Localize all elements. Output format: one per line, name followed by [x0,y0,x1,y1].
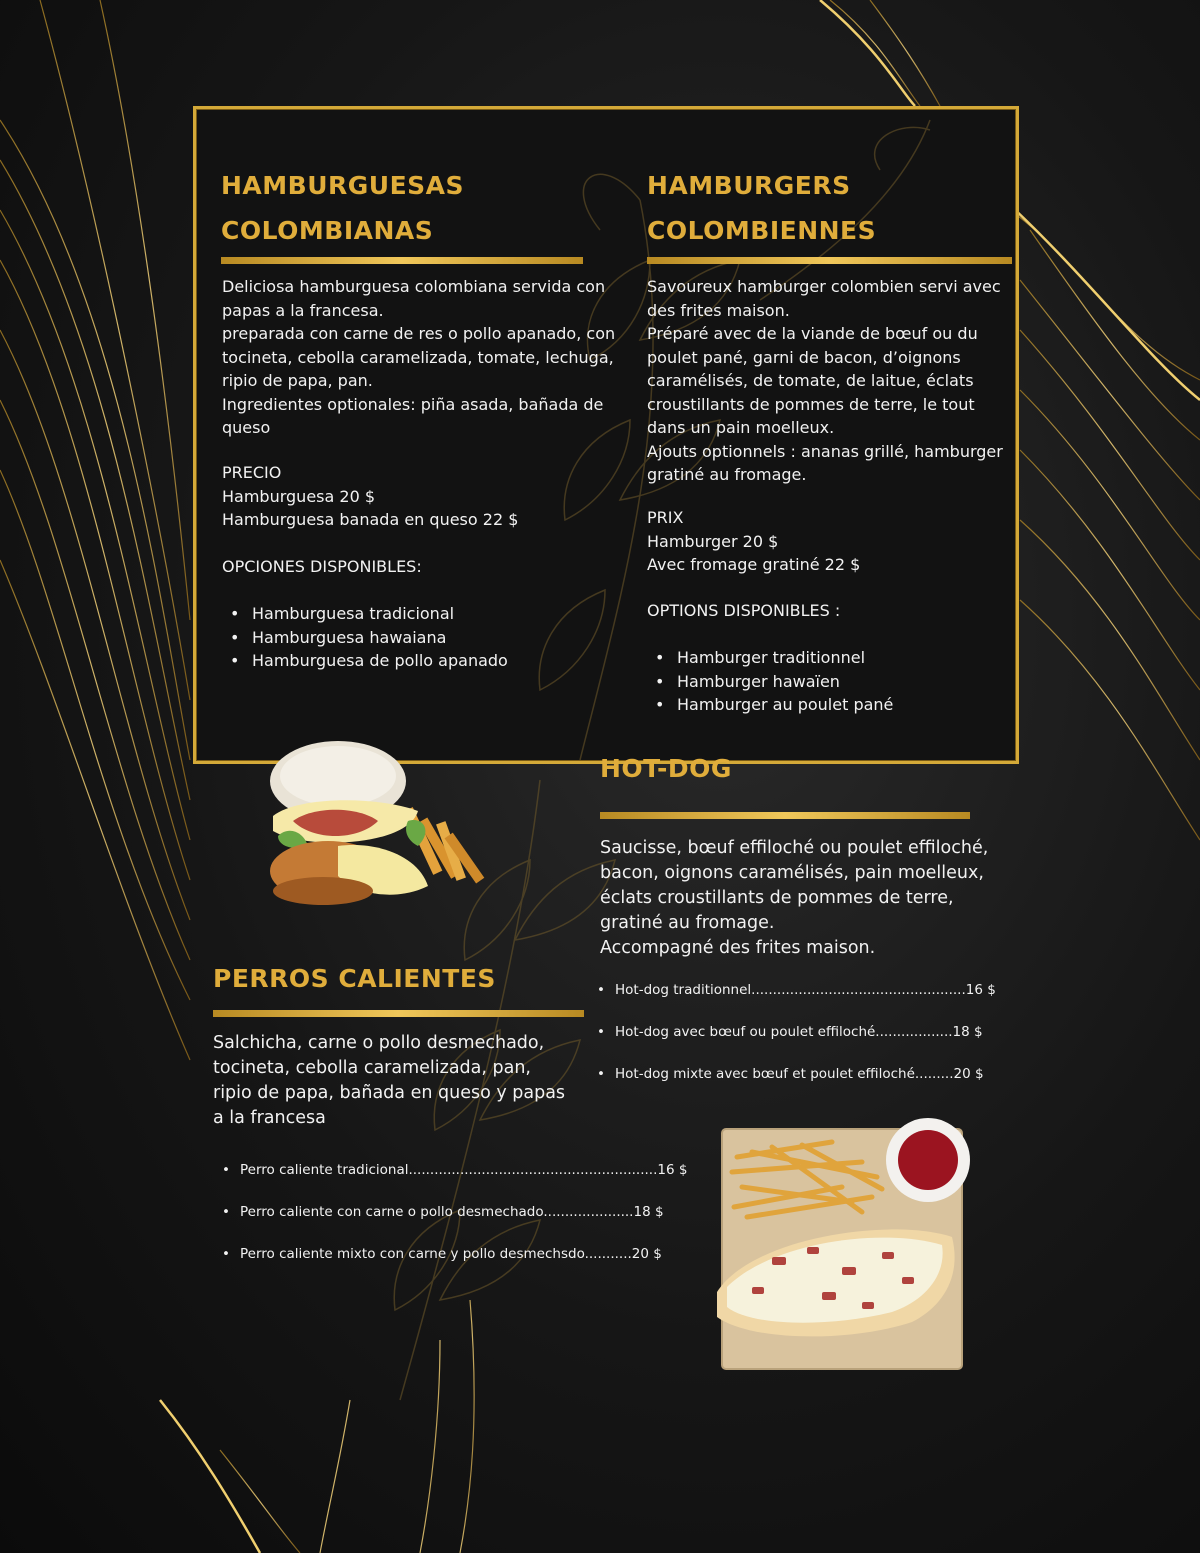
burgers-fr-title-line1: HAMBURGERS [647,171,851,200]
burgers-fr-desc-line: Préparé avec de la viande de bœuf ou du poulet pané, garni de bacon, d’oignons caramélisés, de tomate, de laitue, éclats croustillants de pommes de terre, le tout dans un pain moelleux. [647,324,978,437]
hotdog-fr-desc-line: Saucisse, bœuf effiloché ou poulet effiloché, bacon, oignons caramélisés, pain moelleux, éclats croustillants de pommes de terre, gratiné au fromage. [600,838,989,933]
burgers-es-description [222,275,617,440]
list-item: • Hamburger hawaïen [647,670,1012,694]
burgers-fr-title-line2: COLOMBIENNES [647,216,877,245]
hotdog-fr-divider [600,812,970,819]
burgers-fr-price-label: PRIX [647,508,684,527]
list-item: • Hamburguesa de pollo apanado [222,649,617,673]
list-item: • Hamburger traditionnel [647,646,1012,670]
burgers-fr-options-list [647,646,1012,717]
list-item: • Hot-dog mixte avec bœuf et poulet effiloché.........20 $ [593,1064,1008,1106]
burgers-fr-price: Hamburger 20 $ [647,531,779,551]
list-item: • Hot-dog avec bœuf ou poulet effiloché..................18 $ [593,1022,1008,1064]
burgers-es-title-line1: HAMBURGUESAS [221,171,465,200]
list-item: • Perro caliente con carne o pollo desmechado.....................18 $ [218,1202,698,1244]
burgers-fr-options-label-text: OPTIONS DISPONIBLES : [647,601,841,620]
hotdog-es-desc-text: Salchicha, carne o pollo desmechado, tocineta, cebolla caramelizada, pan, ripio de papa, bañada en queso y papas a la francesa [213,1033,566,1128]
hotdog-es-price-list [218,1160,698,1286]
list-item: • Hamburguesa hawaiana [222,626,617,650]
hotdog-es-divider [213,1010,584,1017]
burgers-fr-price: Avec fromage gratiné 22 $ [647,555,861,574]
burgers-es-price-label: PRECIO [222,463,282,482]
hotdog-es-description [213,1031,573,1131]
list-item: • Hamburger au poulet pané [647,693,1012,717]
hotdog-fr-description [600,836,1000,961]
burger-photo [268,736,488,908]
burgers-es-options-label [222,555,617,579]
hotdog-es-title [213,956,496,1001]
burgers-fr-desc-line: Ajouts optionnels : ananas grillé, hamburger gratiné au fromage. [647,441,1003,484]
burgers-fr-title [647,163,876,253]
list-item: • Hamburguesa tradicional [222,602,617,626]
list-item: • Perro caliente mixto con carne y pollo desmechsdo...........20 $ [218,1244,698,1286]
hotdog-es-title-text: PERROS CALIENTES [213,964,496,993]
burgers-es-desc-line: preparada con carne de res o pollo apanado, con tocineta, cebolla caramelizada, tomate, lechuga, ripio de papa, pan. [222,324,616,390]
hotdog-fr-title-text: HOT-DOG [600,754,732,783]
burgers-es-title-line2: COLOMBIANAS [221,216,434,245]
burgers-es-options-list [222,602,617,673]
burgers-es-divider [221,257,583,264]
list-item: • Perro caliente tradicional..........................................................16 $ [218,1160,698,1202]
burgers-fr-prices [647,506,1012,577]
burgers-es-price: Hamburguesa 20 $ [222,486,376,506]
burgers-fr-description [647,275,1012,487]
burgers-es-title [221,163,464,253]
burgers-es-options-label-text: OPCIONES DISPONIBLES: [222,557,422,576]
burgers-es-desc-line: Ingredientes optionales: piña asada, bañada de queso [222,394,604,437]
hotdog-photo [712,1117,974,1374]
burgers-es-desc-line: Deliciosa hamburguesa colombiana servida con papas a la francesa. [222,277,606,320]
hotdog-fr-title [600,746,732,791]
burgers-fr-options-label [647,599,1012,623]
burgers-es-prices [222,461,617,532]
hotdog-fr-desc-line: Accompagné des frites maison. [600,938,876,958]
burgers-fr-desc-line: Savoureux hamburger colombien servi avec des frites maison. [647,277,1001,320]
list-item: • Hot-dog traditionnel..................................................16 $ [593,980,1008,1022]
burgers-es-price: Hamburguesa banada en queso 22 $ [222,510,519,529]
burgers-fr-divider [647,257,1012,264]
hotdog-fr-price-list [593,980,1008,1106]
